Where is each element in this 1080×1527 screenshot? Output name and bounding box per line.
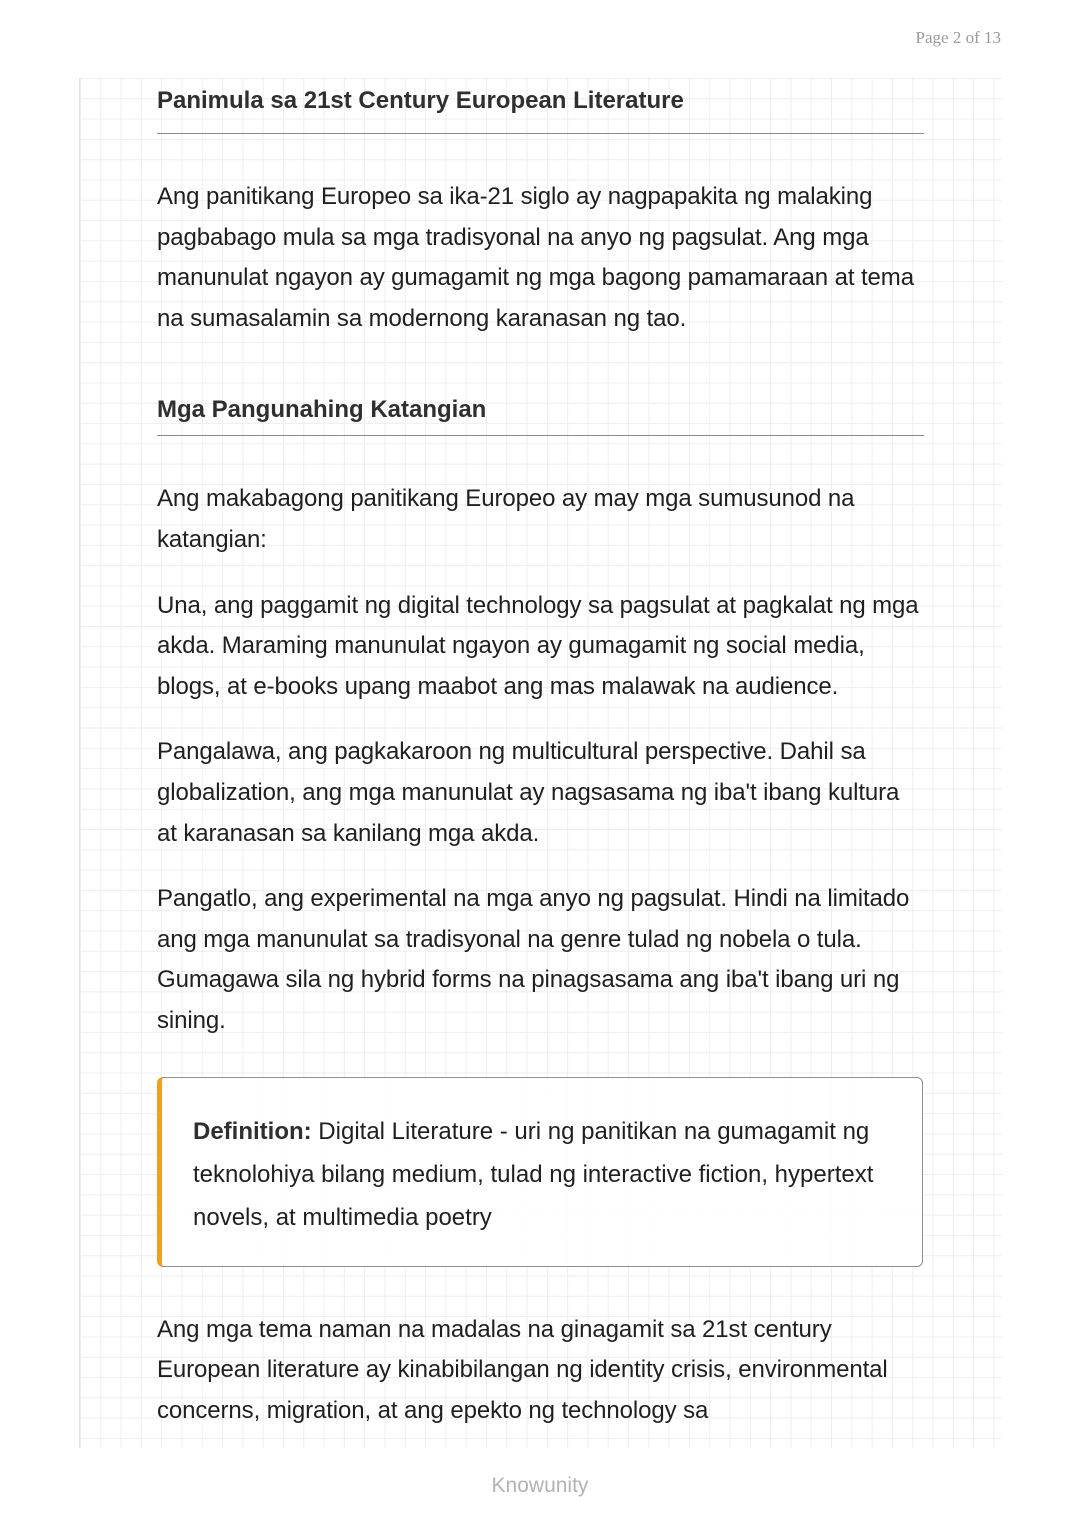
page-indicator: Page 2 of 13 — [915, 28, 1001, 47]
section-heading-intro: Panimula sa 21st Century European Literature — [157, 87, 684, 114]
paragraph-third-characteristic: Pangatlo, ang experimental na mga anyo ng pagsulat. Hindi na limitado ang mga manunulat sa tradisyonal na genre tulad ng nobela o tula. Gumagawa sila ng hybrid forms na pinagsasama ang iba't ibang uri ng sining. — [157, 885, 910, 1034]
definition-callout — [157, 1077, 923, 1267]
heading-divider — [157, 133, 924, 134]
paragraph-intro: Ang panitikang Europeo sa ika-21 siglo ay nagpapakita ng malaking pagbabago mula sa mga tradisyonal na anyo ng pagsulat. Ang mga manunulat ngayon ay gumagamit ng mga bagong pamamaraan at tema na sumasalamin sa modernong karanasan ng tao. — [157, 183, 914, 332]
section-heading-characteristics: Mga Pangunahing Katangian — [157, 396, 487, 424]
paragraph-characteristics-intro: Ang makabagong panitikang Europeo ay may mga sumusunod na katangian: — [157, 485, 855, 553]
footer-brand-watermark: Knowunity — [491, 1474, 589, 1497]
definition-body: Digital Literature - uri ng panitikan na gumagamit ng teknolohiya bilang medium, tulad ng interactive fiction, hypertext novels, at multimedia poetry — [193, 1117, 874, 1231]
paragraph-themes: Ang mga tema naman na madalas na ginagamit sa 21st century European literature ay kinabibilangan ng identity crisis, environmental concerns, migration, at ang epekto ng technology sa — [157, 1315, 888, 1424]
paragraph-second-characteristic: Pangalawa, ang pagkakaroon ng multicultural perspective. Dahil sa globalization, ang mga manunulat ay nagsasama ng iba't ibang kultura at karanasan sa kanilang mga akda. — [157, 738, 900, 847]
paragraph-first-characteristic: Una, ang paggamit ng digital technology sa pagsulat at pagkalat ng mga akda. Maraming manunulat ngayon ay gumagamit ng social media, blogs, at e-books upang maabot ang mas malawak na audience. — [157, 591, 919, 700]
definition-term: Definition: — [193, 1117, 312, 1145]
definition-content — [193, 1110, 893, 1239]
heading-divider — [157, 435, 924, 436]
document-content — [157, 78, 925, 1431]
